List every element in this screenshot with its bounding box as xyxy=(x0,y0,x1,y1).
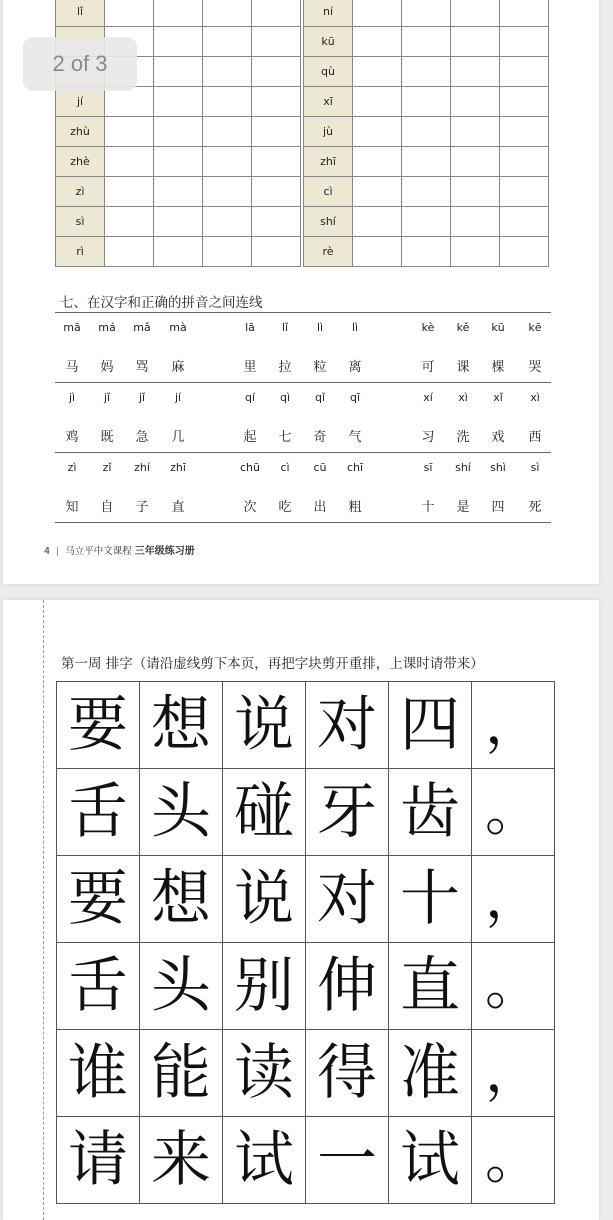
grid-row xyxy=(304,0,549,27)
pinyin-option: chī xyxy=(346,461,364,474)
pinyin-cell: ní xyxy=(304,0,353,27)
writing-box xyxy=(500,87,549,117)
character-tile: 得 xyxy=(306,1030,389,1117)
hanzi-option: 次 xyxy=(243,500,257,515)
pinyin-option: cì xyxy=(280,461,290,474)
page-counter-badge: 2 of 3 xyxy=(23,37,137,91)
character-tile: 说 xyxy=(223,682,306,769)
pinyin-option: má xyxy=(98,321,116,334)
hanzi-option: 吃 xyxy=(278,500,292,515)
writing-box xyxy=(154,87,203,117)
character-tile: 伸 xyxy=(306,943,389,1030)
pinyin-option: qì xyxy=(279,391,291,404)
character-tile: 想 xyxy=(140,682,223,769)
writing-box xyxy=(252,207,301,237)
character-tile: 一 xyxy=(306,1117,389,1204)
hanzi-option: 马 xyxy=(65,360,79,375)
writing-box xyxy=(500,177,549,207)
hanzi-option: 自 xyxy=(100,500,114,515)
character-tile: 说 xyxy=(223,856,306,943)
writing-box xyxy=(203,177,252,207)
grid-row xyxy=(304,27,549,57)
matching-row xyxy=(55,382,551,452)
pinyin-cell: shí xyxy=(304,207,353,237)
pinyin-option: zǐ xyxy=(102,461,112,474)
course-name: 马立平中文课程 xyxy=(65,546,132,557)
writing-box xyxy=(402,27,451,57)
page-number: 4 xyxy=(44,546,51,557)
writing-box xyxy=(203,0,252,27)
hanzi-option: 课 xyxy=(456,360,470,375)
dashed-cut-line xyxy=(43,600,44,1220)
pinyin-option: mà xyxy=(169,321,187,334)
pinyin-option: zì xyxy=(67,461,77,474)
grid-row xyxy=(56,237,301,267)
hanzi-option: 急 xyxy=(135,430,149,445)
pinyin-option: lǐ xyxy=(281,321,289,334)
pinyin-option: lì xyxy=(351,321,359,334)
character-tile: 请 xyxy=(57,1117,140,1204)
writing-box xyxy=(402,87,451,117)
character-row xyxy=(57,769,555,856)
pinyin-option: qí xyxy=(244,391,256,404)
pinyin-option: cū xyxy=(313,461,327,474)
pinyin-option: shí xyxy=(455,461,471,474)
character-tile: 来 xyxy=(140,1117,223,1204)
writing-box xyxy=(451,27,500,57)
character-row xyxy=(57,682,555,769)
writing-box xyxy=(203,147,252,177)
writing-box xyxy=(451,57,500,87)
character-tile: 谁 xyxy=(57,1030,140,1117)
pinyin-option: zhí xyxy=(134,461,150,474)
pinyin-cell: jù xyxy=(304,117,353,147)
character-tile: 要 xyxy=(57,682,140,769)
pinyin-option: zhī xyxy=(170,461,186,474)
hanzi-option: 鸡 xyxy=(65,430,79,445)
character-tile: 牙 xyxy=(306,769,389,856)
pinyin-cell: rì xyxy=(56,237,105,267)
writing-box xyxy=(154,147,203,177)
writing-box xyxy=(105,117,154,147)
grid-row xyxy=(56,177,301,207)
writing-box xyxy=(105,0,154,27)
character-tile: 试 xyxy=(223,1117,306,1204)
pinyin-option: jǐ xyxy=(138,391,146,404)
hanzi-option: 西 xyxy=(528,430,542,445)
grid-row xyxy=(304,237,549,267)
hanzi-option: 戏 xyxy=(491,430,505,445)
writing-box xyxy=(500,207,549,237)
worksheet-page-cutout xyxy=(3,600,599,1220)
punctuation-tile: ， xyxy=(472,1030,555,1117)
writing-box xyxy=(353,57,402,87)
character-tile: 试 xyxy=(389,1117,472,1204)
pinyin-option: xì xyxy=(458,391,468,404)
character-cutout-grid xyxy=(56,681,555,1204)
pinyin-cell: zhè xyxy=(56,147,105,177)
character-tile: 想 xyxy=(140,856,223,943)
writing-box xyxy=(451,147,500,177)
hanzi-option: 拉 xyxy=(278,360,292,375)
writing-box xyxy=(353,0,402,27)
hanzi-option: 可 xyxy=(421,360,435,375)
grid-row xyxy=(304,87,549,117)
writing-box xyxy=(402,207,451,237)
character-tile: 十 xyxy=(389,856,472,943)
hanzi-option: 习 xyxy=(421,430,435,445)
footer-separator: | xyxy=(56,546,60,557)
pinyin-cell: sì xyxy=(56,207,105,237)
hanzi-option: 出 xyxy=(313,500,327,515)
hanzi-option: 七 xyxy=(278,430,292,445)
writing-box xyxy=(402,57,451,87)
writing-box xyxy=(451,0,500,27)
pinyin-option: xì xyxy=(530,391,540,404)
writing-box xyxy=(154,0,203,27)
writing-box xyxy=(353,87,402,117)
hanzi-option: 起 xyxy=(243,430,257,445)
writing-box xyxy=(500,57,549,87)
pinyin-cell: zhù xyxy=(56,117,105,147)
writing-grid-right xyxy=(303,0,549,267)
writing-box xyxy=(402,117,451,147)
writing-box xyxy=(451,87,500,117)
writing-box xyxy=(402,0,451,27)
writing-box xyxy=(500,117,549,147)
character-row xyxy=(57,1030,555,1117)
pinyin-option: chū xyxy=(240,461,260,474)
writing-box xyxy=(451,177,500,207)
character-tile: 碰 xyxy=(223,769,306,856)
writing-box xyxy=(500,147,549,177)
grid-row xyxy=(304,57,549,87)
writing-box xyxy=(252,87,301,117)
punctuation-tile: 。 xyxy=(472,1117,555,1204)
grid-row xyxy=(56,117,301,147)
writing-box xyxy=(154,237,203,267)
hanzi-option: 是 xyxy=(456,500,470,515)
writing-box xyxy=(353,207,402,237)
writing-box xyxy=(154,117,203,147)
writing-box xyxy=(154,57,203,87)
writing-box xyxy=(500,27,549,57)
writing-box xyxy=(252,0,301,27)
character-tile: 舌 xyxy=(57,943,140,1030)
grid-row xyxy=(304,147,549,177)
pinyin-cell: qù xyxy=(304,57,353,87)
pinyin-option: kè xyxy=(421,321,435,334)
writing-box xyxy=(203,207,252,237)
writing-box xyxy=(353,117,402,147)
character-row xyxy=(57,856,555,943)
matching-row xyxy=(55,312,551,382)
writing-box xyxy=(402,177,451,207)
writing-box xyxy=(203,27,252,57)
writing-box xyxy=(252,237,301,267)
hanzi-option: 离 xyxy=(348,360,362,375)
hanzi-option: 粗 xyxy=(348,500,362,515)
character-row xyxy=(57,943,555,1030)
writing-box xyxy=(105,207,154,237)
hanzi-option: 骂 xyxy=(135,360,149,375)
hanzi-option: 洗 xyxy=(456,430,470,445)
writing-box xyxy=(154,177,203,207)
page-footer xyxy=(44,542,195,557)
character-tile: 对 xyxy=(306,856,389,943)
pinyin-option: shì xyxy=(490,461,506,474)
pinyin-option: jí xyxy=(174,391,182,404)
punctuation-tile: ， xyxy=(472,856,555,943)
matching-row xyxy=(55,452,551,523)
writing-box xyxy=(451,237,500,267)
hanzi-option: 子 xyxy=(135,500,149,515)
hanzi-option: 棵 xyxy=(491,360,505,375)
writing-box xyxy=(500,0,549,27)
hanzi-option: 直 xyxy=(171,500,185,515)
pinyin-cell: lǐ xyxy=(56,0,105,27)
grid-row xyxy=(56,147,301,177)
writing-box xyxy=(353,177,402,207)
punctuation-tile: ， xyxy=(472,682,555,769)
character-row xyxy=(57,1117,555,1204)
pinyin-cell: zì xyxy=(56,177,105,207)
writing-box xyxy=(402,147,451,177)
pinyin-option: kū xyxy=(491,321,505,334)
character-tile: 齿 xyxy=(389,769,472,856)
writing-box xyxy=(451,207,500,237)
pinyin-cell: kū xyxy=(304,27,353,57)
writing-box xyxy=(451,117,500,147)
hanzi-option: 粒 xyxy=(313,360,327,375)
writing-box xyxy=(203,237,252,267)
hanzi-option: 里 xyxy=(243,360,257,375)
character-tile: 别 xyxy=(223,943,306,1030)
pinyin-cell: xī xyxy=(304,87,353,117)
pinyin-option: kě xyxy=(456,321,470,334)
writing-box xyxy=(353,147,402,177)
grid-row xyxy=(304,207,549,237)
writing-box xyxy=(105,177,154,207)
writing-box xyxy=(402,237,451,267)
grid-row xyxy=(304,117,549,147)
pinyin-cell: rè xyxy=(304,237,353,267)
pinyin-cell: cì xyxy=(304,177,353,207)
grid-row xyxy=(304,177,549,207)
section-title: 七、在汉字和正确的拼音之间连线 xyxy=(60,295,263,311)
hanzi-option: 哭 xyxy=(528,360,542,375)
pinyin-option: xǐ xyxy=(493,391,503,404)
pinyin-option: kē xyxy=(528,321,542,334)
pinyin-cell: zhī xyxy=(304,147,353,177)
writing-box xyxy=(500,237,549,267)
writing-box xyxy=(203,87,252,117)
pinyin-option: lì xyxy=(316,321,324,334)
pinyin-option: sī xyxy=(423,461,433,474)
writing-box xyxy=(105,87,154,117)
grid-row xyxy=(56,207,301,237)
writing-box xyxy=(105,237,154,267)
writing-box xyxy=(353,237,402,267)
writing-box xyxy=(154,207,203,237)
grid-row xyxy=(56,87,301,117)
writing-box xyxy=(252,117,301,147)
hanzi-option: 几 xyxy=(171,430,185,445)
character-tile: 准 xyxy=(389,1030,472,1117)
pinyin-option: xí xyxy=(423,391,433,404)
character-tile: 要 xyxy=(57,856,140,943)
hanzi-option: 知 xyxy=(65,500,79,515)
writing-box xyxy=(203,57,252,87)
writing-box xyxy=(154,27,203,57)
hanzi-option: 四 xyxy=(491,500,505,515)
writing-box xyxy=(252,27,301,57)
character-tile: 读 xyxy=(223,1030,306,1117)
pinyin-option: mǎ xyxy=(133,321,151,334)
pinyin-matching-exercise xyxy=(55,312,551,523)
character-tile: 能 xyxy=(140,1030,223,1117)
writing-box xyxy=(353,27,402,57)
pinyin-option: mā xyxy=(63,321,81,334)
character-tile: 舌 xyxy=(57,769,140,856)
writing-box xyxy=(252,57,301,87)
punctuation-tile: 。 xyxy=(472,943,555,1030)
hanzi-option: 死 xyxy=(528,500,542,515)
hanzi-option: 奇 xyxy=(313,430,327,445)
pinyin-option: qī xyxy=(349,391,361,404)
grid-row xyxy=(56,0,301,27)
book-name: 三年级练习册 xyxy=(134,546,195,557)
character-tile: 四 xyxy=(389,682,472,769)
writing-box xyxy=(252,147,301,177)
character-tile: 头 xyxy=(140,943,223,1030)
writing-box xyxy=(105,147,154,177)
pinyin-cell: jí xyxy=(56,87,105,117)
pinyin-option: jì xyxy=(68,391,76,404)
pinyin-option: jǐ xyxy=(103,391,111,404)
hanzi-option: 妈 xyxy=(100,360,114,375)
pinyin-option: sì xyxy=(530,461,540,474)
writing-box xyxy=(252,177,301,207)
character-tile: 直 xyxy=(389,943,472,1030)
hanzi-option: 麻 xyxy=(171,360,185,375)
hanzi-option: 既 xyxy=(100,430,114,445)
pinyin-option: lā xyxy=(245,321,255,334)
character-tile: 对 xyxy=(306,682,389,769)
character-tile: 头 xyxy=(140,769,223,856)
writing-box xyxy=(203,117,252,147)
hanzi-option: 十 xyxy=(421,500,435,515)
hanzi-option: 气 xyxy=(348,430,362,445)
pinyin-option: qǐ xyxy=(314,391,326,404)
punctuation-tile: 。 xyxy=(472,769,555,856)
page2-title: 第一周 排字（请沿虚线剪下本页，再把字块剪开重排，上课时请带来） xyxy=(61,656,484,672)
